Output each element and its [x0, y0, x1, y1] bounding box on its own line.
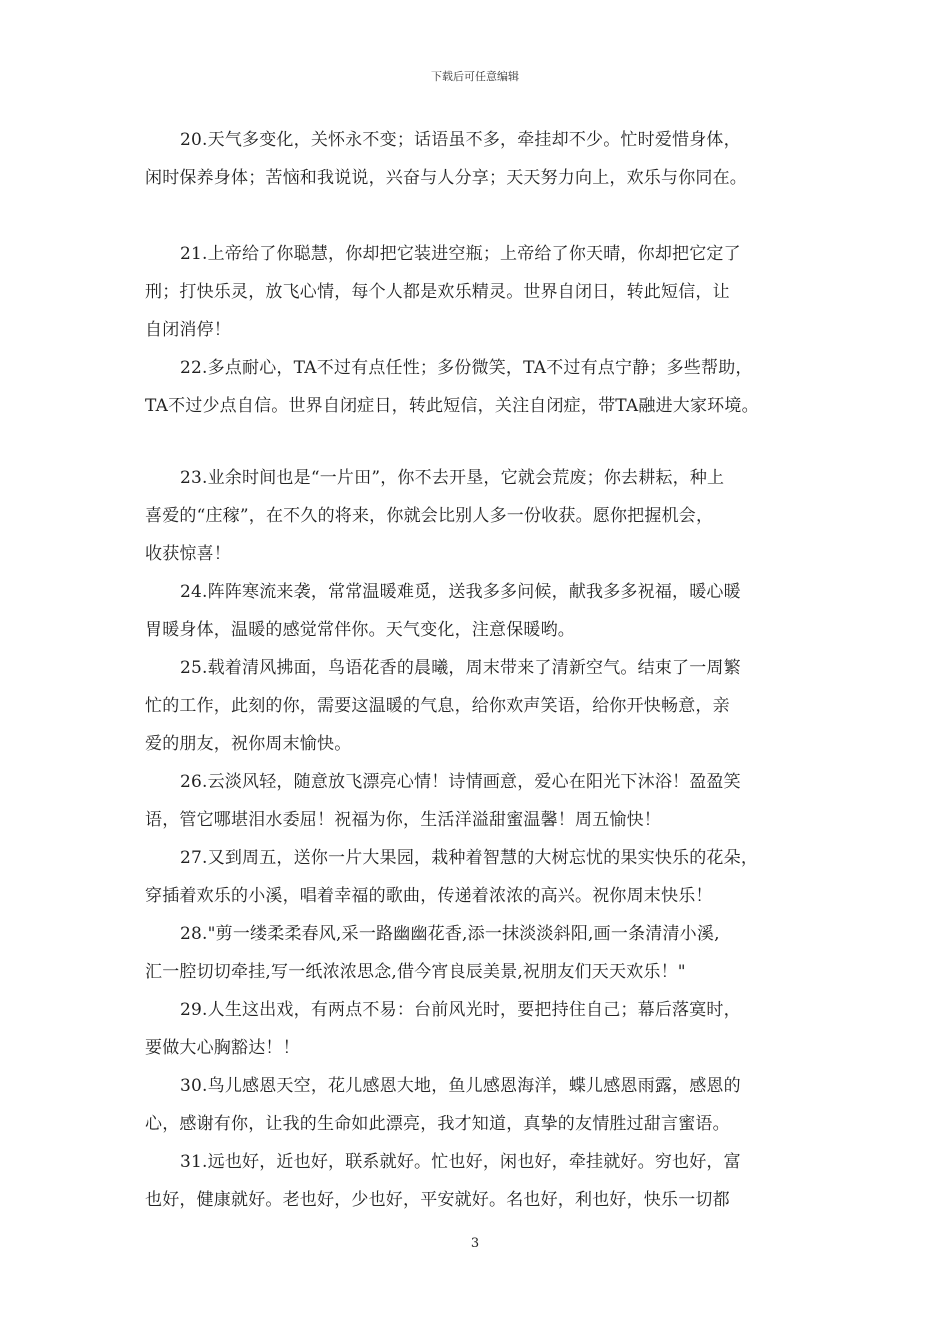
paragraph-20-line-2: 闲时保养身体；苦恼和我说说，兴奋与人分享；天天努力向上，欢乐与你同在。 — [145, 168, 747, 188]
page-number: 3 — [470, 1236, 480, 1251]
paragraph-23-line-2: 喜爱的“庄稼”，在不久的将来，你就会比别人多一份收获。愿你把握机会， — [145, 506, 714, 526]
paragraph-27-line-1: 27.又到周五，送你一片大果园，栽种着智慧的大树忘忧的果实快乐的花朵， — [180, 848, 759, 868]
paragraph-22-line-1: 22.多点耐心，TA不过有点任性；多份微笑，TA不过有点宁静；多些帮助， — [180, 358, 753, 378]
paragraph-21-line-1: 21.上帝给了你聪慧，你却把它装进空瓶；上帝给了你天晴，你却把它定了 — [180, 244, 741, 264]
paragraph-25-line-2: 忙的工作，此刻的你，需要这温暖的气息，给你欢声笑语，给你开快畅意，亲 — [145, 696, 730, 716]
paragraph-22-line-2: TA不过少点自信。世界自闭症日，转此短信，关注自闭症，带TA融进大家环境。 — [145, 396, 759, 416]
paragraph-29-line-1: 29.人生这出戏，有两点不易：台前风光时，要把持住自己；幕后落寞时， — [180, 1000, 741, 1020]
paragraph-31-line-1: 31.远也好，近也好，联系就好。忙也好，闲也好，牵挂就好。穷也好，富 — [180, 1152, 741, 1172]
paragraph-23-line-1: 23.业余时间也是“一片田”，你不去开垦，它就会荒废；你去耕耘，种上 — [180, 468, 725, 488]
paragraph-28-line-1: 28."剪一缕柔柔春风,采一路幽幽花香,添一抹淡淡斜阳,画一条清清小溪, — [180, 924, 720, 944]
paragraph-25-line-3: 爱的朋友，祝你周末愉快。 — [145, 734, 352, 754]
paragraph-28-line-2: 汇一腔切切牵挂,写一纸浓浓思念,借今宵良辰美景,祝朋友们天天欢乐！" — [145, 962, 686, 982]
paragraph-24-line-1: 24.阵阵寒流来袭，常常温暖难觅，送我多多问候，献我多多祝福，暖心暖 — [180, 582, 741, 602]
paragraph-31-line-2: 也好，健康就好。老也好，少也好，平安就好。名也好，利也好，快乐一切都 — [145, 1190, 730, 1210]
paragraph-21-line-3: 自闭消停！ — [145, 320, 231, 340]
paragraph-25-line-1: 25.载着清风拂面，鸟语花香的晨曦，周末带来了清新空气。结束了一周繁 — [180, 658, 741, 678]
paragraph-24-line-2: 胃暖身体，温暖的感觉常伴你。天气变化，注意保暖哟。 — [145, 620, 575, 640]
paragraph-29-line-2: 要做大心胸豁达！！ — [145, 1038, 300, 1058]
paragraph-27-line-2: 穿插着欢乐的小溪，唱着幸福的歌曲，传递着浓浓的高兴。祝你周末快乐！ — [145, 886, 713, 906]
paragraph-20-line-1: 20.天气多变化，关怀永不变；话语虽不多，牵挂却不少。忙时爱惜身体， — [180, 130, 741, 150]
paragraph-21-line-2: 刑；打快乐灵，放飞心情，每个人都是欢乐精灵。世界自闭日，转此短信，让 — [145, 282, 730, 302]
paragraph-23-line-3: 收获惊喜！ — [145, 544, 231, 564]
page-header: 下载后可任意编辑 — [431, 70, 519, 83]
paragraph-30-line-1: 30.鸟儿感恩天空，花儿感恩大地，鱼儿感恩海洋，蝶儿感恩雨露，感恩的 — [180, 1076, 741, 1096]
paragraph-26-line-2: 语，管它哪堪泪水委屈！祝福为你，生活洋溢甜蜜温馨！周五愉快！ — [145, 810, 661, 830]
paragraph-30-line-2: 心，感谢有你，让我的生命如此漂亮，我才知道，真挚的友情胜过甜言蜜语。 — [145, 1114, 730, 1134]
paragraph-26-line-1: 26.云淡风轻，随意放飞漂亮心情！诗情画意，爱心在阳光下沐浴！盈盈笑 — [180, 772, 741, 792]
